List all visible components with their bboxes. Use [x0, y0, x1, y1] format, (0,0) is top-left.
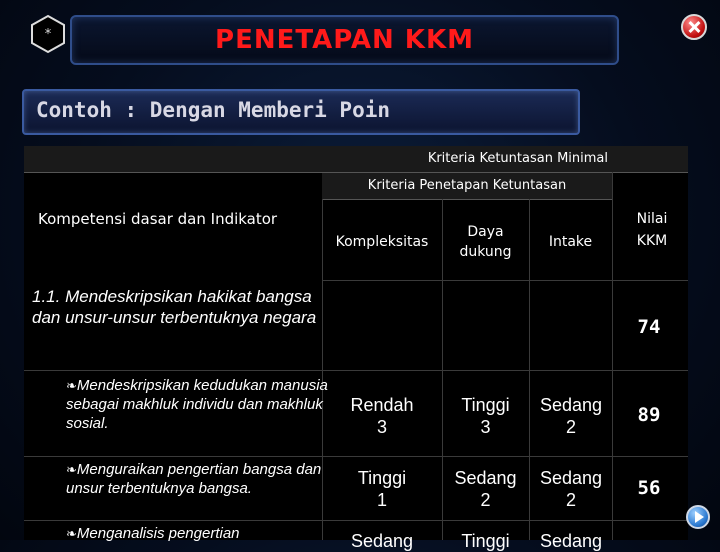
row-3-intake-num: 2: [565, 490, 576, 510]
row-3-kkm: 56: [637, 477, 661, 499]
row-4-kd: [66, 524, 328, 543]
row-2-kompleksitas: [324, 394, 440, 438]
row-2-intake-word: Sedang: [539, 395, 603, 415]
row-4-daya: Tinggi: [461, 531, 510, 551]
col-intake-header: Intake: [548, 234, 593, 250]
grid-line: [24, 370, 688, 371]
row-2-daya: [444, 394, 527, 438]
col-nilai-header: [624, 208, 680, 252]
kkm-table: [24, 146, 688, 551]
row-1-kkm: 74: [637, 316, 661, 338]
header-kkm-band: [24, 146, 688, 173]
subtitle-bar: [22, 89, 580, 135]
row-2-kompleksitas-word: Rendah: [350, 395, 414, 415]
close-icon[interactable]: [681, 14, 707, 40]
col-daya-line1: Daya: [467, 224, 504, 240]
row-3-daya: [444, 467, 527, 511]
bullet-icon: ❧: [66, 378, 77, 393]
row-3-daya-word: Sedang: [454, 468, 517, 488]
row-3-intake: [531, 467, 611, 511]
row-4-kd-text: Menganalisis pengertian: [76, 525, 240, 542]
subtitle: Contoh : Dengan Memberi Poin: [36, 98, 391, 122]
svg-text:*: *: [44, 27, 52, 42]
col-nilai-line1: Nilai: [636, 211, 668, 227]
row-3-kompleksitas-word: Tinggi: [357, 468, 407, 488]
row-4-kompleksitas: Sedang: [350, 531, 414, 551]
row-2-intake-num: 2: [565, 417, 576, 437]
row-4-intake: Sedang: [539, 531, 603, 551]
col-kompleksitas-header: Kompleksitas: [335, 234, 429, 250]
row-3-daya-num: 2: [480, 490, 491, 510]
row-3-kompleksitas: [324, 467, 440, 511]
row-2-daya-word: Tinggi: [461, 395, 510, 415]
bullet-icon: ❧: [66, 462, 77, 477]
grid-line: [24, 520, 688, 521]
hexagon-icon: [30, 14, 66, 54]
row-2-kompleksitas-num: 3: [376, 417, 387, 437]
col-daya-header: [442, 222, 529, 262]
header-kkm: Kriteria Ketuntasan Minimal: [427, 151, 608, 166]
bullet-icon: ❧: [66, 526, 77, 541]
row-2-kd-text: Mendeskripsikan kedudukan manusia sebagai makhluk individu dan makhluk sosial.: [66, 377, 328, 432]
row-3-intake-word: Sedang: [539, 468, 603, 488]
row-2-kd: [66, 376, 328, 433]
col-daya-line2: dukung: [459, 244, 512, 260]
row-2-kkm: 89: [637, 404, 661, 426]
header-kpk: Kriteria Penetapan Ketuntasan: [367, 178, 567, 193]
col-kd-header: Kompetensi dasar dan Indikator: [38, 210, 278, 228]
grid-line: [612, 172, 613, 540]
header-kpk-band: [322, 173, 612, 200]
title-bar: [70, 15, 619, 65]
row-1-kd: 1.1. Mendeskripsikan hakikat bangsa dan unsur-unsur terbentuknya negara: [32, 287, 317, 327]
row-2-intake: [531, 394, 611, 438]
row-3-kompleksitas-num: 1: [376, 490, 387, 510]
row-3-kd-text: Menguraikan pengertian bangsa dan unsur terbentuknya bangsa.: [66, 461, 322, 497]
grid-line: [322, 280, 688, 281]
row-3-kd: [66, 460, 328, 498]
page-title: PENETAPAN KKM: [215, 25, 474, 55]
grid-line: [24, 456, 688, 457]
next-arrow-icon[interactable]: [686, 505, 710, 529]
row-2-daya-num: 3: [480, 417, 491, 437]
col-nilai-line2: KKM: [636, 233, 668, 249]
